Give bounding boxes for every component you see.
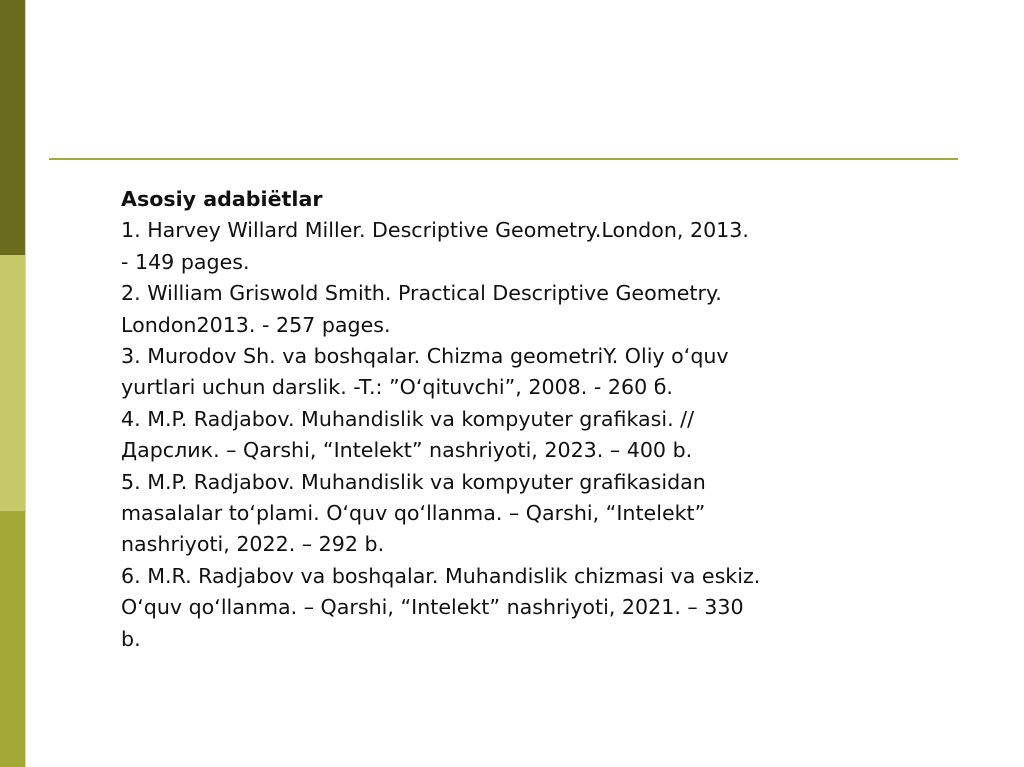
reference-line: Дарслик. – Qarshi, “Intelekt” nashriyoti, 2023. – 400 b. <box>121 438 693 463</box>
left-stripe-top <box>0 0 25 255</box>
reference-line: 2. William Griswold Smith. Practical Descriptive Geometry. <box>121 281 722 306</box>
reference-line: nashriyoti, 2022. – 292 b. <box>121 532 385 557</box>
reference-line: 1. Harvey Willard Miller. Descriptive Geometry.London, 2013. <box>121 218 749 243</box>
left-stripe-middle <box>0 255 25 511</box>
reference-line: 3. Murodov Sh. va boshqalar. Chizma geometriY. Oliy oʻquv <box>121 344 729 369</box>
reference-line: masalalar toʻplami. Oʻquv qoʻllanma. – Qarshi, “Intelekt” <box>121 501 706 526</box>
reference-line: London2013. - 257 pages. <box>121 312 391 337</box>
reference-line: - 149 pages. <box>121 249 250 274</box>
title-divider <box>49 158 958 160</box>
slide-content <box>121 184 941 655</box>
reference-line: yurtlari uchun darslik. -T.: ”Oʻqituvchi”, 2008. - 260 б. <box>121 375 673 400</box>
reference-line: 6. M.R. Radjabov va boshqalar. Muhandislik chizmasi va eskiz. <box>121 563 761 588</box>
left-stripe-edge <box>25 0 26 767</box>
reference-line: 5. M.P. Radjabov. Muhandislik va kompyuter grafikasidan <box>121 469 706 494</box>
reference-line: Oʻquv qoʻllanma. – Qarshi, “Intelekt” nashriyoti, 2021. – 330 <box>121 595 744 620</box>
slide-heading: Asosiy adabiëtlar <box>121 187 323 211</box>
left-stripe-bottom <box>0 511 25 767</box>
reference-line: 4. M.P. Radjabov. Muhandislik va kompyuter grafikasi. // <box>121 406 695 431</box>
reference-line: b. <box>121 626 141 651</box>
